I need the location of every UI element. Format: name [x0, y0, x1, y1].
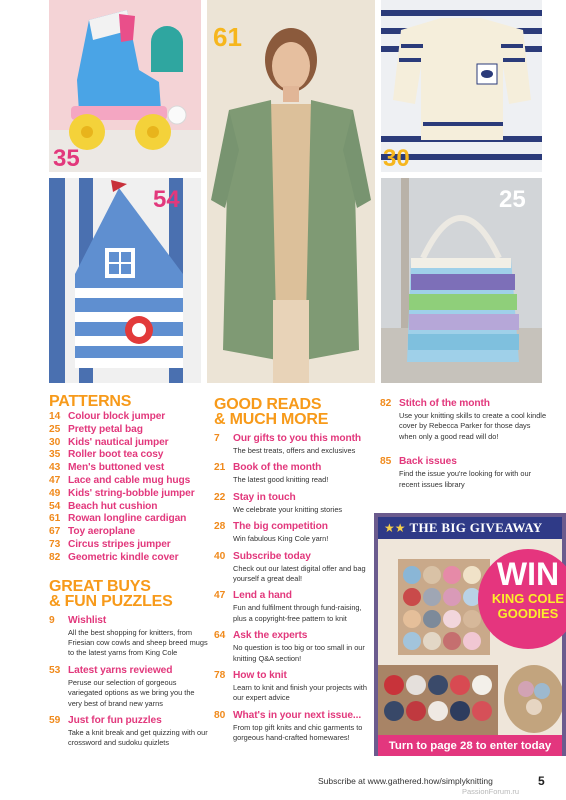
pattern-title: Colour block jumper [68, 411, 166, 422]
entry-title: Lend a hand [233, 590, 292, 602]
entry-description: Take a knit break and get quizzing with our crossword and sudoku quizlets [68, 728, 208, 748]
pattern-page: 35 [49, 449, 61, 461]
great-buys-item[interactable] [49, 715, 209, 749]
entry-page: 40 [214, 550, 226, 562]
entry-page: 7 [214, 433, 220, 444]
entry-title: Subscribe today [233, 550, 311, 562]
entry-page: 47 [214, 590, 226, 602]
pattern-page: 82 [49, 551, 61, 563]
pattern-title: Roller boot tea cosy [68, 449, 164, 461]
good-reads-item[interactable] [214, 462, 369, 485]
entry-description: From top gift knits and chic garments to gorgeous hand-crafted homewares! [233, 722, 363, 743]
pattern-page: 14 [49, 411, 61, 422]
photo-page-number: 25 [499, 186, 526, 213]
entry-title: Latest yarns reviewed [68, 664, 173, 676]
entry-title: Stay in touch [233, 491, 296, 503]
pattern-title: Toy aeroplane [68, 526, 136, 538]
pattern-item[interactable] [49, 539, 209, 552]
entry-page: 64 [214, 630, 226, 642]
pattern-item[interactable] [49, 513, 209, 526]
page-number: 5 [538, 774, 545, 788]
great-buys-heading-line1: GREAT BUYS [49, 577, 151, 595]
extras-item[interactable] [380, 456, 550, 490]
good-reads-heading [214, 397, 369, 427]
entry-description: The best treats, offers and exclusives [233, 446, 356, 455]
entry-page: 28 [214, 521, 226, 533]
photo-page-number: 54 [153, 186, 180, 213]
pattern-item[interactable] [49, 449, 209, 462]
win-text: WIN [496, 556, 560, 592]
good-reads-item[interactable] [214, 710, 369, 744]
pattern-item[interactable] [49, 437, 209, 450]
pattern-item[interactable] [49, 526, 209, 539]
entry-description: Find the issue you're looking for with our recent issues library [399, 469, 532, 489]
pattern-item[interactable] [49, 501, 209, 514]
giveaway-panel[interactable] [374, 513, 566, 756]
pattern-title: Beach hut cushion [68, 500, 158, 512]
pattern-title: Kids' nautical jumper [68, 436, 169, 448]
pattern-page: 54 [49, 500, 61, 512]
photo-beach-hut-cushion [49, 178, 201, 383]
entry-description: Learn to knit and finish your projects with our expert advice [233, 683, 367, 703]
entry-description: Peruse our selection of gorgeous variegated options as we bring you the very best of brand new yarns [68, 677, 195, 708]
pattern-title: Kids' string-bobble jumper [68, 487, 195, 499]
pattern-page: 25 [49, 423, 61, 435]
prize-line-1: KING COLE [491, 591, 565, 606]
good-reads-item[interactable] [214, 630, 369, 664]
giveaway-banner [378, 517, 562, 539]
pattern-page: 30 [49, 436, 61, 448]
patterns-column [49, 394, 209, 749]
pattern-page: 73 [49, 538, 61, 550]
entry-description: Use your knitting skills to create a cool kindle cover by Rebecca Parker for those days when only a good read will do! [399, 411, 547, 441]
watermark: PassionForum.ru [462, 787, 520, 796]
cardigan-model-illustration [207, 0, 375, 383]
photo-page-number: 30 [383, 145, 410, 172]
patterns-list [49, 411, 209, 565]
entry-description: Win fabulous King Cole yarn! [233, 534, 329, 544]
entry-description: The latest good knitting read! [233, 475, 329, 485]
great-buys-heading-line2: & FUN PUZZLES [49, 592, 173, 610]
good-reads-item[interactable] [214, 590, 369, 624]
entry-title: The big competition [233, 521, 328, 533]
entry-page: 85 [380, 456, 392, 468]
entry-page: 59 [49, 715, 61, 726]
giveaway-cta[interactable]: Turn to page 28 to enter today [378, 735, 562, 756]
good-reads-item[interactable] [214, 492, 369, 515]
star-icon: ★★ [384, 521, 406, 535]
pattern-page: 61 [49, 513, 61, 525]
entry-title: Book of the month [233, 462, 322, 474]
pattern-title: Lace and cable mug hugs [68, 474, 191, 486]
entry-title: How to knit [233, 670, 287, 682]
pattern-title: Rowan longline cardigan [68, 513, 187, 525]
photo-petal-bag [381, 178, 542, 383]
photo-rowan-cardigan [207, 0, 375, 383]
pattern-item[interactable] [49, 462, 209, 475]
pattern-title: Men's buttoned vest [68, 462, 165, 474]
pattern-item[interactable] [49, 411, 209, 424]
good-reads-item[interactable] [214, 521, 369, 544]
entry-page: 53 [49, 664, 61, 676]
pattern-title: Geometric kindle cover [68, 551, 179, 563]
photo-roller-boot-tea-cosy [49, 0, 201, 172]
photo-nautical-jumper [381, 0, 542, 172]
patterns-heading [49, 394, 209, 409]
prize-line-2: GOODIES [497, 606, 559, 621]
good-reads-item[interactable] [214, 551, 369, 585]
pattern-title: Pretty petal bag [68, 423, 143, 435]
patterns-heading-text: PATTERNS [49, 393, 132, 410]
pattern-item[interactable] [49, 475, 209, 488]
entry-title: Just for fun puzzles [68, 715, 162, 726]
entry-page: 9 [49, 614, 55, 626]
great-buys-heading [49, 579, 209, 609]
entry-description: Check out our latest digital offer and bag yourself a great deal! [233, 563, 366, 584]
good-reads-item[interactable] [214, 433, 369, 456]
extras-column [380, 398, 550, 490]
pattern-page: 67 [49, 526, 61, 538]
entry-description: We celebrate your knitting stories [233, 504, 343, 514]
good-reads-heading-line2: & MUCH MORE [214, 411, 329, 428]
giveaway-title: THE BIG GIVEAWAY [409, 520, 543, 535]
entry-page: 80 [214, 709, 226, 721]
entry-title: Our gifts to you this month [233, 433, 362, 444]
great-buys-item[interactable] [49, 665, 209, 709]
pattern-item[interactable] [49, 552, 209, 565]
entry-title: Back issues [399, 456, 457, 468]
great-buys-item[interactable] [49, 615, 209, 659]
extras-item[interactable] [380, 398, 550, 442]
entry-description: All the best shopping for knitters, from Friesian cow cowls and sheep breed mugs to the latest yarns from King Cole [68, 627, 208, 658]
entry-title: Wishlist [68, 614, 107, 626]
good-reads-column [214, 397, 369, 744]
entry-page: 82 [380, 398, 392, 409]
good-reads-item[interactable] [214, 670, 369, 704]
entry-title: Stitch of the month [399, 398, 490, 409]
entry-description: No question is too big or too small in our knitting Q&A section! [233, 643, 365, 663]
photo-page-number: 35 [53, 145, 80, 172]
pattern-item[interactable] [49, 488, 209, 501]
pattern-page: 49 [49, 487, 61, 499]
pattern-title: Circus stripes jumper [68, 538, 171, 550]
entry-title: Ask the experts [233, 630, 308, 642]
pattern-item[interactable] [49, 424, 209, 437]
entry-page: 21 [214, 462, 226, 474]
entry-description: Fun and fulfilment through fund-raising, plus a copyright-free pattern to knit [233, 603, 362, 623]
good-reads-heading-line1: GOOD READS [214, 396, 322, 413]
pattern-page: 43 [49, 462, 61, 474]
subscribe-footer[interactable]: Subscribe at www.gathered.how/simplyknitting [318, 776, 493, 786]
entry-page: 22 [214, 491, 226, 503]
entry-page: 78 [214, 670, 226, 682]
pattern-page: 47 [49, 474, 61, 486]
photo-page-number: 61 [213, 22, 242, 52]
entry-title: What's in your next issue... [233, 709, 362, 721]
